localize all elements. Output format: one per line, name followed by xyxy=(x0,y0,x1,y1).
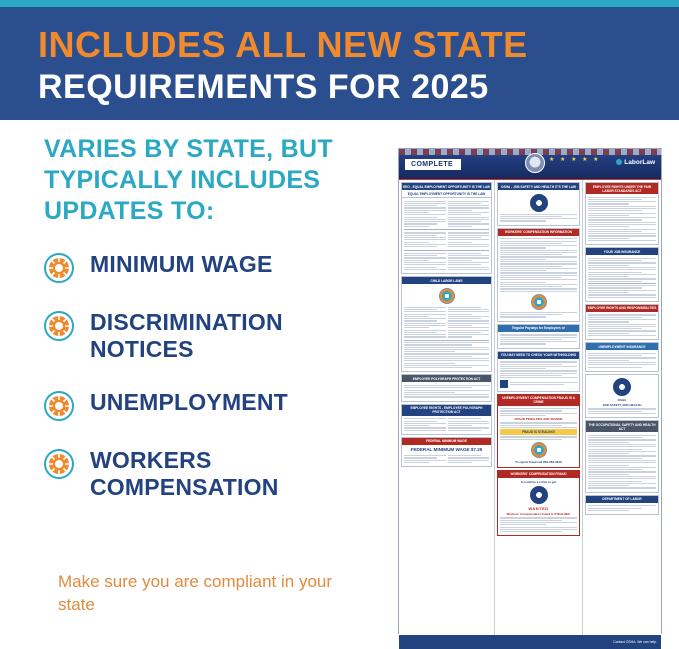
poster-block-body xyxy=(498,359,579,391)
poster-block-title: THE OCCUPATIONAL SAFETY AND HEALTH ACT xyxy=(586,421,658,432)
left-content-column xyxy=(44,134,384,527)
fraud-seal-icon xyxy=(531,442,547,458)
sunburst-icon xyxy=(44,449,74,479)
fraud-penalties-caption: FRAUD PENALTIES ARE SEVERE xyxy=(514,417,563,422)
poster-block-title: EMPLOYEE RIGHTS - EMPLOYEE POLYGRAPH PROTECTION ACT xyxy=(402,405,491,416)
poster-block xyxy=(401,437,492,467)
poster-right-column xyxy=(583,180,661,635)
poster-block xyxy=(585,420,659,492)
headline-line-2: REQUIREMENTS FOR 2025 xyxy=(38,68,489,106)
feature-item xyxy=(44,389,384,421)
poster-block-body xyxy=(498,332,579,348)
poster-block-title: WORKERS' COMPENSATION INFORMATION xyxy=(498,229,579,236)
headline-banner xyxy=(0,7,679,120)
poster-block-body xyxy=(498,190,579,225)
poster-block-body xyxy=(402,445,491,466)
poster-block xyxy=(585,495,659,515)
poster-block-body xyxy=(586,503,658,514)
state-seal-icon xyxy=(531,294,547,310)
poster-body xyxy=(399,180,661,635)
top-accent-bar xyxy=(0,0,679,7)
poster-block-body xyxy=(586,375,658,417)
osha-logo-icon xyxy=(613,378,631,396)
sunburst-icon xyxy=(44,311,74,341)
poster-left-column xyxy=(399,180,495,635)
poster-block xyxy=(401,182,492,274)
poster-block-title: FEDERAL MINIMUM WAGE xyxy=(402,438,491,445)
brand-dot-icon xyxy=(616,159,622,165)
eagle-seal-icon xyxy=(525,153,545,173)
feature-item xyxy=(44,251,384,283)
poster-footer-strip xyxy=(399,635,661,649)
poster-block xyxy=(497,470,580,537)
poster-block-body xyxy=(498,236,579,321)
feature-label: UNEMPLOYMENT xyxy=(90,389,288,415)
wc-fraud-stealing-caption: Workers' Compensation Fraud is STEALING! xyxy=(506,512,571,517)
poster-block-title: DEPARTMENT OF LABOR xyxy=(586,496,658,503)
poster-block-title: EMPLOYEE POLYGRAPH PROTECTION ACT xyxy=(402,375,491,382)
feature-item xyxy=(44,447,384,501)
poster-block-body xyxy=(402,284,491,371)
poster-complete-label: COMPLETE xyxy=(405,159,461,170)
sunburst-icon xyxy=(44,253,74,283)
poster-block xyxy=(585,374,659,418)
poster-block-subtitle: EQUAL EMPLOYMENT OPPORTUNITY IS THE LAW xyxy=(402,190,491,198)
labor-law-poster-image xyxy=(398,148,662,644)
poster-block-title: EMPLOYEE RIGHTS AND RESPONSIBILITIES xyxy=(587,306,657,311)
poster-block xyxy=(401,276,492,372)
sunburst-icon xyxy=(44,391,74,421)
feature-item xyxy=(44,309,384,363)
poster-minimum-wage-value: FEDERAL MINIMUM WAGE $7.25 xyxy=(410,447,483,453)
poster-block xyxy=(401,374,492,401)
poster-block xyxy=(497,228,580,322)
poster-block xyxy=(585,304,659,340)
poster-block-title: UNEMPLOYMENT COMPENSATION FRAUD IS A CRIME xyxy=(498,395,579,406)
wanted-seal-icon xyxy=(530,486,548,504)
poster-middle-column xyxy=(495,180,583,635)
poster-block-title: YOUR JOB INSURANCE xyxy=(586,248,658,255)
poster-block-title: EEO - EQUAL EMPLOYMENT OPPORTUNITY IS THE LAW xyxy=(403,184,491,189)
poster-block-body xyxy=(586,432,658,491)
poster-block-body xyxy=(586,350,658,371)
intro-text: VARIES BY STATE, BUT TYPICALLY INCLUDES UPDATES TO: xyxy=(44,135,333,225)
poster-block-title: EMPLOYEE RIGHTS UNDER THE FAIR LABOR STANDARDS ACT xyxy=(586,183,658,194)
wanted-heading: WANTED xyxy=(528,506,549,512)
poster-block xyxy=(497,394,580,468)
compliance-footnote: Make sure you are compliant in your state xyxy=(58,572,333,614)
feature-label: MINIMUM WAGE xyxy=(90,251,273,277)
fraud-hotline-caption: To report fraud call 800-282-0819 xyxy=(515,459,562,464)
poster-block-body xyxy=(586,312,658,339)
poster-block xyxy=(497,324,580,349)
osha-contact-text: Contact OSHA. We can help. xyxy=(613,640,657,644)
poster-block xyxy=(401,404,492,435)
poster-block-title: OSHA - JOB SAFETY AND HEALTH IT'S THE LAW xyxy=(498,183,579,190)
poster-block xyxy=(585,182,659,245)
feature-label: WORKERS COMPENSATION xyxy=(90,447,279,500)
irs-logo-icon xyxy=(500,380,508,388)
feature-label: DISCRIMINATION NOTICES xyxy=(90,309,283,362)
poster-block-body xyxy=(498,478,579,536)
headline-line-1: INCLUDES ALL NEW STATE xyxy=(38,24,528,65)
poster-block-title: CHILD LABOR LAWS xyxy=(402,277,491,284)
job-safety-heading: JOB SAFETY AND HEALTH xyxy=(602,403,642,408)
poster-block xyxy=(585,247,659,302)
wc-fraud-subtitle: It could be a crime to get xyxy=(520,480,557,485)
poster-header xyxy=(399,149,661,180)
poster-block-body xyxy=(402,416,491,434)
poster-block xyxy=(585,342,659,372)
poster-block-body xyxy=(586,194,658,244)
poster-block-title: Regular Paydays for Employees of xyxy=(498,325,579,332)
poster-block-title: UNEMPLOYMENT INSURANCE xyxy=(586,343,658,350)
poster-block-body xyxy=(586,255,658,301)
poster-block xyxy=(497,351,580,392)
osha-label: OSHA xyxy=(617,398,627,403)
osha-seal-icon xyxy=(530,194,548,212)
state-seal-icon xyxy=(439,288,455,304)
stars-decoration: ★ ★ ★ ★ ★ xyxy=(549,157,601,163)
fraud-is-stealing-band: FRAUD IS STEALING! xyxy=(500,429,577,435)
feature-list xyxy=(44,251,384,501)
poster-brand-label xyxy=(616,159,655,166)
poster-block-body xyxy=(402,198,491,273)
poster-block xyxy=(497,182,580,226)
brand-name: LaborLaw xyxy=(624,159,655,166)
poster-block-title: WORKERS' COMPENSATION FRAUD xyxy=(498,471,579,478)
poster-block-body xyxy=(402,382,491,400)
poster-block-body xyxy=(498,406,579,467)
poster-block-title: YOU MAY NEED TO CHECK YOUR WITHHOLDING xyxy=(498,352,579,359)
